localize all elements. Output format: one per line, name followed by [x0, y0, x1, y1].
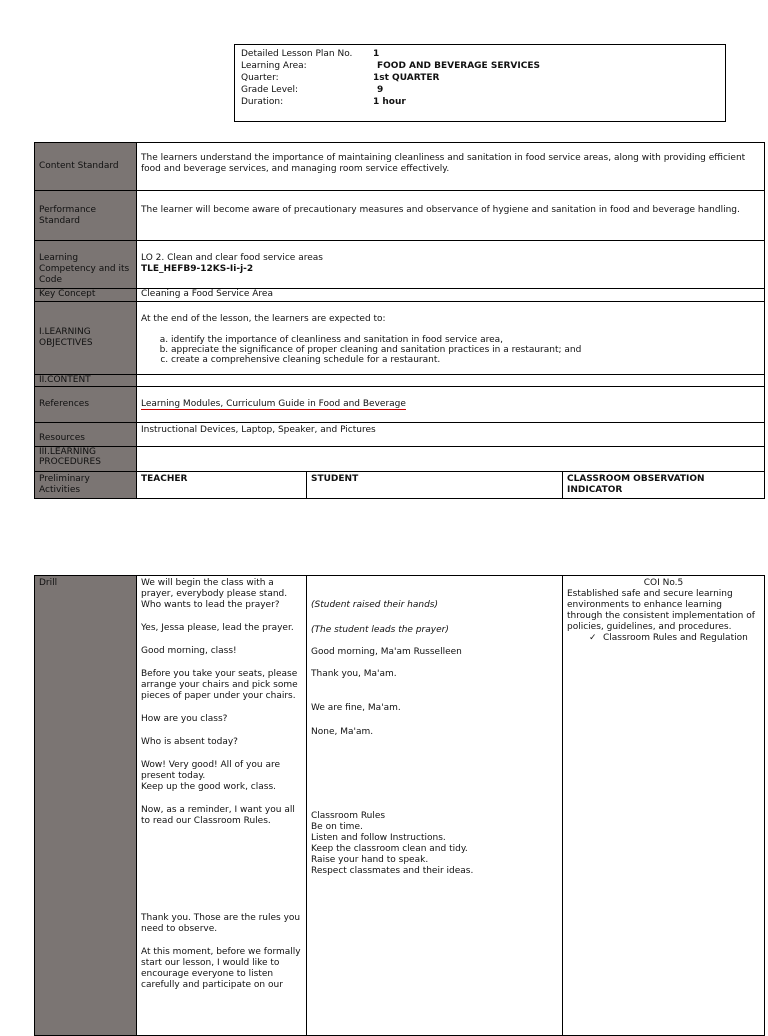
- teacher-line: Thank you. Those are the rules you need to observe.: [141, 913, 301, 934]
- indicator-checklist: [567, 633, 760, 644]
- drill-teacher-cell: [137, 576, 307, 1036]
- area-label: Learning Area:: [241, 61, 307, 71]
- key-concept-label: Key Concept: [35, 289, 137, 302]
- plan-value: 1: [373, 49, 380, 59]
- student-line: (Student raised their hands): [311, 600, 438, 610]
- references-label: References: [35, 387, 137, 423]
- column-teacher: TEACHER: [137, 472, 307, 499]
- indicator-item: Classroom Rules and Regulation: [603, 633, 748, 643]
- preliminary-label: Preliminary Activities: [35, 472, 137, 499]
- indicator-text: Established safe and secure learning environments to enhance learning through the consistent implementation of policies, guidelines, and procedures.: [567, 589, 755, 632]
- grade-label: Grade Level:: [241, 85, 299, 95]
- quarter-label: Quarter:: [241, 73, 279, 83]
- teacher-line: How are you class?: [141, 714, 228, 724]
- indicator-title: COI No.5: [643, 578, 684, 588]
- objectives-cell: [137, 302, 765, 375]
- objective-item: b. appreciate the significance of proper cleaning and sanitation practices in a restaurant; and: [171, 345, 760, 355]
- lesson-plan-header: [234, 44, 726, 122]
- procedures-label: III.LEARNING PROCEDURES: [35, 447, 137, 472]
- plan-label: Detailed Lesson Plan No.: [241, 49, 353, 59]
- performance-standard-label: Performance Standard: [35, 191, 137, 241]
- student-line: We are fine, Ma'am.: [311, 703, 401, 713]
- grade-value: 9: [377, 85, 384, 95]
- rule-item: Respect classmates and their ideas.: [311, 866, 474, 876]
- rule-item: Listen and follow Instructions.: [311, 833, 446, 843]
- duration-value: 1 hour: [373, 97, 406, 107]
- competency-text: LO 2. Clean and clear food service areas: [141, 253, 323, 263]
- duration-label: Duration:: [241, 97, 284, 107]
- references-cell: [137, 387, 765, 423]
- content-text: [137, 375, 765, 387]
- lesson-plan-table: [34, 142, 765, 499]
- area-value: FOOD AND BEVERAGE SERVICES: [377, 61, 540, 71]
- content-label: II.CONTENT: [35, 375, 137, 387]
- objective-item: a. identify the importance of cleanliness and sanitation in food service area,: [171, 335, 760, 345]
- teacher-line: We will begin the class with a prayer, everybody please stand. Who wants to lead the prayer?: [141, 578, 288, 610]
- resources-label: Resources: [35, 423, 137, 447]
- quarter-value: 1st QUARTER: [373, 73, 440, 83]
- content-standard-text: The learners understand the importance of maintaining cleanliness and sanitation in food service areas, along with providing efficient food and beverage services, and managing room service effectively.: [137, 143, 765, 191]
- key-concept-text: Cleaning a Food Service Area: [137, 289, 765, 302]
- student-line: Good morning, Ma'am Russelleen: [311, 647, 462, 657]
- teacher-line: Who is absent today?: [141, 737, 238, 747]
- rule-item: Raise your hand to speak.: [311, 855, 429, 865]
- references-text: Learning Modules, Curriculum Guide in Food and Beverage: [141, 399, 406, 409]
- competency-cell: [137, 241, 765, 289]
- teacher-line: Before you take your seats, please arrange your chairs and pick some pieces of paper under your chairs.: [141, 669, 298, 701]
- objectives-intro: At the end of the lesson, the learners are expected to:: [141, 314, 386, 324]
- objective-item: c. create a comprehensive cleaning schedule for a restaurant.: [171, 355, 760, 365]
- rule-item: Be on time.: [311, 822, 363, 832]
- student-line: (The student leads the prayer): [311, 625, 449, 635]
- column-student: STUDENT: [307, 472, 563, 499]
- teacher-line: Now, as a reminder, I want you all to read our Classroom Rules.: [141, 805, 295, 826]
- objectives-label: I.LEARNING OBJECTIVES: [35, 302, 137, 375]
- objectives-list: [141, 335, 760, 365]
- drill-student-cell: [307, 576, 563, 1036]
- procedures-text: [137, 447, 765, 472]
- teacher-line: Good morning, class!: [141, 646, 237, 656]
- drill-table: [34, 575, 765, 1036]
- student-line: None, Ma'am.: [311, 727, 374, 737]
- student-line: Thank you, Ma'am.: [311, 669, 397, 679]
- drill-label: Drill: [35, 576, 137, 1036]
- content-standard-label: Content Standard: [35, 143, 137, 191]
- checkmark-icon: ✓: [589, 633, 597, 643]
- column-indicator: CLASSROOM OBSERVATION INDICATOR: [563, 472, 765, 499]
- teacher-line: At this moment, before we formally start our lesson, I would like to encourage everyone to listen carefully and participate on our: [141, 947, 301, 990]
- performance-standard-text: The learner will become aware of precautionary measures and observance of hygiene and sanitation in food and beverage handling.: [137, 191, 765, 241]
- drill-indicator-cell: [563, 576, 765, 1036]
- rules-title: Classroom Rules: [311, 811, 386, 821]
- rule-item: Keep the classroom clean and tidy.: [311, 844, 468, 854]
- teacher-line: Wow! Very good! All of you are present today. Keep up the good work, class.: [141, 760, 281, 792]
- resources-text: Instructional Devices, Laptop, Speaker, and Pictures: [137, 423, 765, 447]
- competency-label: Learning Competency and its Code: [35, 241, 137, 289]
- teacher-line: Yes, Jessa please, lead the prayer.: [141, 623, 294, 633]
- competency-code: TLE_HEFB9-12KS-Ii-j-2: [141, 264, 254, 274]
